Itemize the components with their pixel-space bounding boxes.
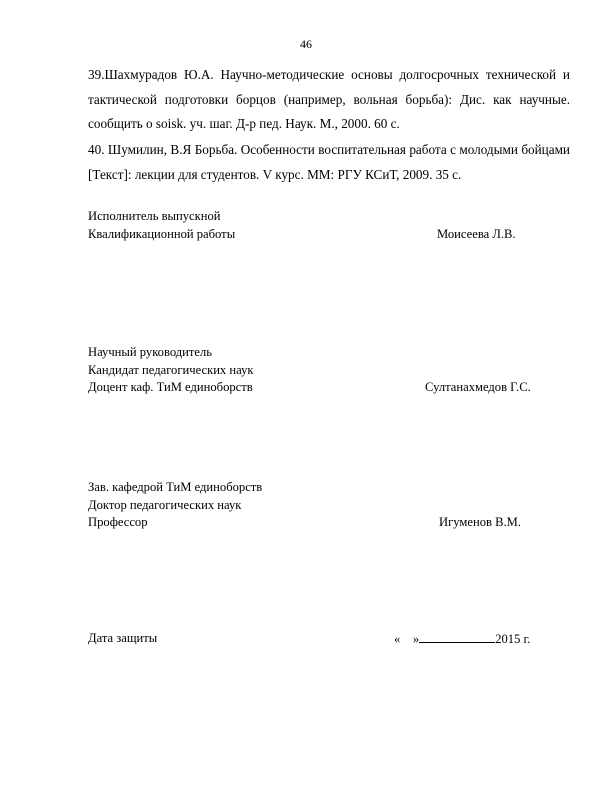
defense-date-year: 2015 г. — [495, 632, 531, 646]
defense-date-row — [88, 630, 570, 648]
signature-role-line: Доцент каф. ТиМ единоборств — [88, 380, 253, 394]
signature-role-line: Зав. кафедрой ТиМ единоборств — [88, 480, 263, 494]
signature-name: Султанахмедов Г.С. — [425, 380, 531, 394]
defense-date-label: Дата защиты — [88, 631, 158, 645]
defense-date-quotes: « » — [394, 632, 420, 646]
signature-name: Моисеева Л.В. — [437, 226, 516, 241]
reference-39: 39.Шахмурадов Ю.А. Научно-методические основы долгосрочных технической и тактической подготовки борцов (например, вольная борьба): Дис. как научные. сообщить о soisk. уч. шаг. Д-р пед. Наук. М., 2000. 60 с. — [88, 67, 570, 131]
signature-block-supervisor — [88, 344, 570, 397]
reference-40: 40. Шумилин, В.Я Борьба. Особенности воспитательная работа с молодыми бойцами [Текст]: лекции для студентов. V курс. ММ: РГУ КСиТ, 2009. 35 с. — [88, 142, 570, 182]
signature-role-line: Научный руководитель — [88, 345, 213, 359]
signature-name: Игуменов В.М. — [439, 515, 521, 529]
defense-date-blank-line — [419, 630, 495, 643]
signature-block-head-of-department — [88, 479, 570, 532]
signature-role-line: Профессор — [88, 515, 148, 529]
signature-role-line: Квалификационной работы — [88, 226, 236, 241]
signature-role-line: Кандидат педагогических наук — [88, 362, 254, 377]
signature-role-line: Доктор педагогических наук — [88, 497, 242, 512]
signature-role-line: Исполнитель выпускной — [88, 209, 221, 223]
page-number: 46 — [300, 37, 312, 51]
signature-block-executor — [88, 208, 570, 243]
defense-date-field — [394, 630, 530, 649]
